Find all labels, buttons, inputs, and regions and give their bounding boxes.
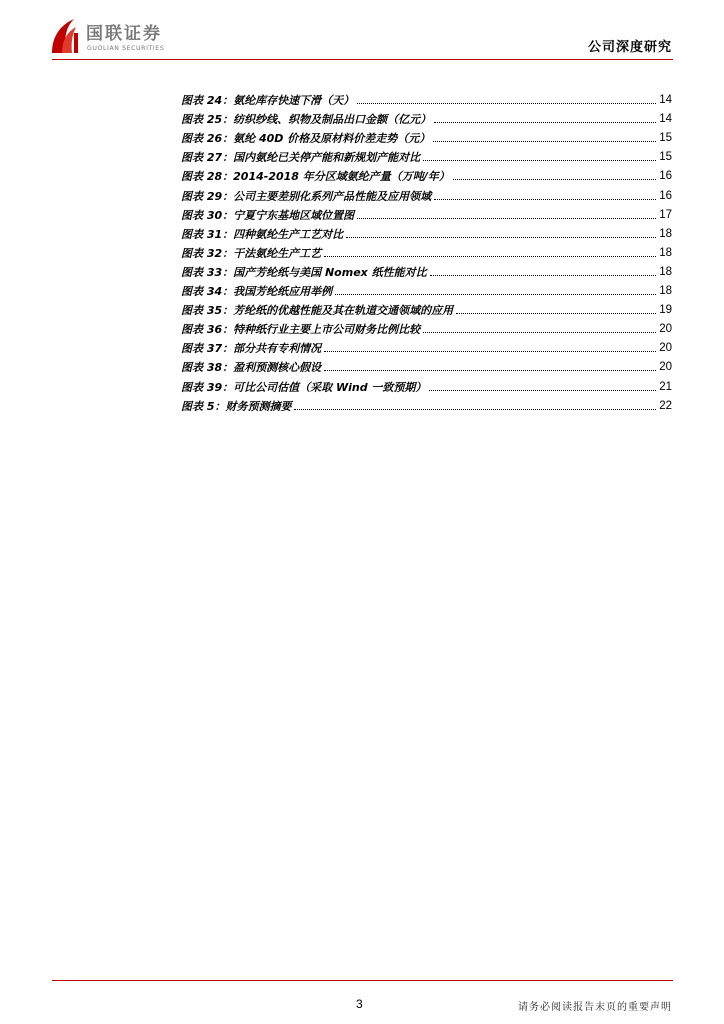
- toc-entry[interactable]: [181, 126, 672, 145]
- report-type-title: 公司深度研究: [587, 40, 672, 55]
- toc-entry-page: 20: [659, 361, 672, 374]
- toc-entry-page: 21: [659, 380, 672, 393]
- header-divider: [52, 59, 673, 60]
- toc-entry[interactable]: [181, 298, 672, 317]
- toc-leader-dots: [456, 312, 656, 314]
- toc-entry-label: 图表 37：部分共有专利情况: [181, 342, 322, 356]
- toc-entry-page: 18: [659, 285, 672, 298]
- toc-entry-page: 20: [659, 342, 672, 355]
- toc-entry[interactable]: [181, 145, 672, 164]
- toc-entry-page: 16: [659, 170, 672, 183]
- toc-entry-label: 图表 28：2014-2018 年分区域氨纶产量（万吨/年）: [181, 170, 450, 184]
- toc-leader-dots: [434, 121, 656, 123]
- toc-entry[interactable]: [181, 203, 672, 222]
- toc-leader-dots: [357, 217, 656, 219]
- toc-entry-label: 图表 36：特种纸行业主要上市公司财务比例比较: [181, 323, 421, 337]
- toc-entry[interactable]: [181, 355, 672, 374]
- toc-leader-dots: [324, 369, 656, 371]
- toc-entry-page: 15: [659, 151, 672, 164]
- toc-entry-label: 图表 31：四种氨纶生产工艺对比: [181, 227, 344, 241]
- toc-leader-dots: [346, 236, 656, 238]
- company-logo: [50, 17, 200, 57]
- toc-entry[interactable]: [181, 394, 672, 413]
- toc-entry[interactable]: [181, 317, 672, 336]
- toc-entry-label: 图表 33：国产芳纶纸与美国 Nomex 纸性能对比: [181, 265, 427, 279]
- toc-entry[interactable]: [181, 279, 672, 298]
- toc-entry-label: 图表 24：氨纶库存快速下滑（天）: [181, 94, 355, 108]
- toc-entry-label: 图表 25：纺织纱线、织物及制品出口金额（亿元）: [181, 113, 432, 127]
- toc-entry[interactable]: [181, 107, 672, 126]
- toc-leader-dots: [324, 255, 656, 257]
- toc-entry-page: 20: [659, 323, 672, 336]
- toc-leader-dots: [430, 274, 657, 276]
- table-of-figures: [181, 88, 672, 413]
- toc-entry[interactable]: [181, 336, 672, 355]
- toc-entry[interactable]: [181, 164, 672, 183]
- toc-entry[interactable]: [181, 222, 672, 241]
- toc-leader-dots: [423, 159, 656, 161]
- toc-entry-page: 18: [659, 265, 672, 278]
- toc-entry[interactable]: [181, 260, 672, 279]
- footer-disclaimer: 请务必阅读报告末页的重要声明: [518, 1002, 672, 1013]
- toc-leader-dots: [294, 408, 656, 410]
- toc-entry-label: 图表 26：氨纶 40D 价格及原材料价差走势（元）: [181, 132, 431, 146]
- toc-entry-label: 图表 5：财务预测摘要: [181, 399, 292, 413]
- toc-entry-page: 14: [659, 94, 672, 107]
- toc-entry[interactable]: [181, 183, 672, 202]
- toc-leader-dots: [453, 178, 656, 180]
- svg-text:国联证券: 国联证券: [86, 24, 162, 44]
- toc-leader-dots: [324, 350, 656, 352]
- toc-entry-page: 16: [659, 189, 672, 202]
- toc-entry-label: 图表 35：芳纶纸的优越性能及其在轨道交通领域的应用: [181, 304, 454, 318]
- toc-leader-dots: [357, 102, 656, 104]
- toc-leader-dots: [433, 140, 656, 142]
- toc-entry-page: 18: [659, 246, 672, 259]
- page-number: 3: [356, 997, 363, 1011]
- toc-entry-page: 15: [659, 132, 672, 145]
- toc-leader-dots: [429, 389, 656, 391]
- toc-entry-page: 18: [659, 227, 672, 240]
- toc-entry-page: 19: [659, 304, 672, 317]
- toc-entry-label: 图表 38：盈利预测核心假设: [181, 361, 322, 375]
- toc-leader-dots: [423, 331, 656, 333]
- toc-entry-page: 14: [659, 113, 672, 126]
- page-header: [0, 0, 724, 62]
- toc-entry-label: 图表 34：我国芳纶纸应用举例: [181, 285, 333, 299]
- toc-entry-label: 图表 29：公司主要差别化系列产品性能及应用领域: [181, 189, 432, 203]
- toc-leader-dots: [335, 293, 656, 295]
- toc-entry-label: 图表 30：宁夏宁东基地区域位置图: [181, 208, 355, 222]
- toc-leader-dots: [434, 198, 656, 200]
- svg-text:GUOLIAN SECURITIES: GUOLIAN SECURITIES: [87, 45, 165, 52]
- toc-entry-page: 17: [659, 208, 672, 221]
- footer-divider: [52, 980, 673, 981]
- toc-entry[interactable]: [181, 241, 672, 260]
- toc-entry-page: 22: [659, 399, 672, 412]
- toc-entry-label: 图表 27：国内氨纶已关停产能和新规划产能对比: [181, 151, 421, 165]
- toc-entry[interactable]: [181, 88, 672, 107]
- toc-entry-label: 图表 32：干法氨纶生产工艺: [181, 246, 322, 260]
- toc-entry[interactable]: [181, 374, 672, 393]
- toc-entry-label: 图表 39：可比公司估值（采取 Wind 一致预期）: [181, 380, 427, 394]
